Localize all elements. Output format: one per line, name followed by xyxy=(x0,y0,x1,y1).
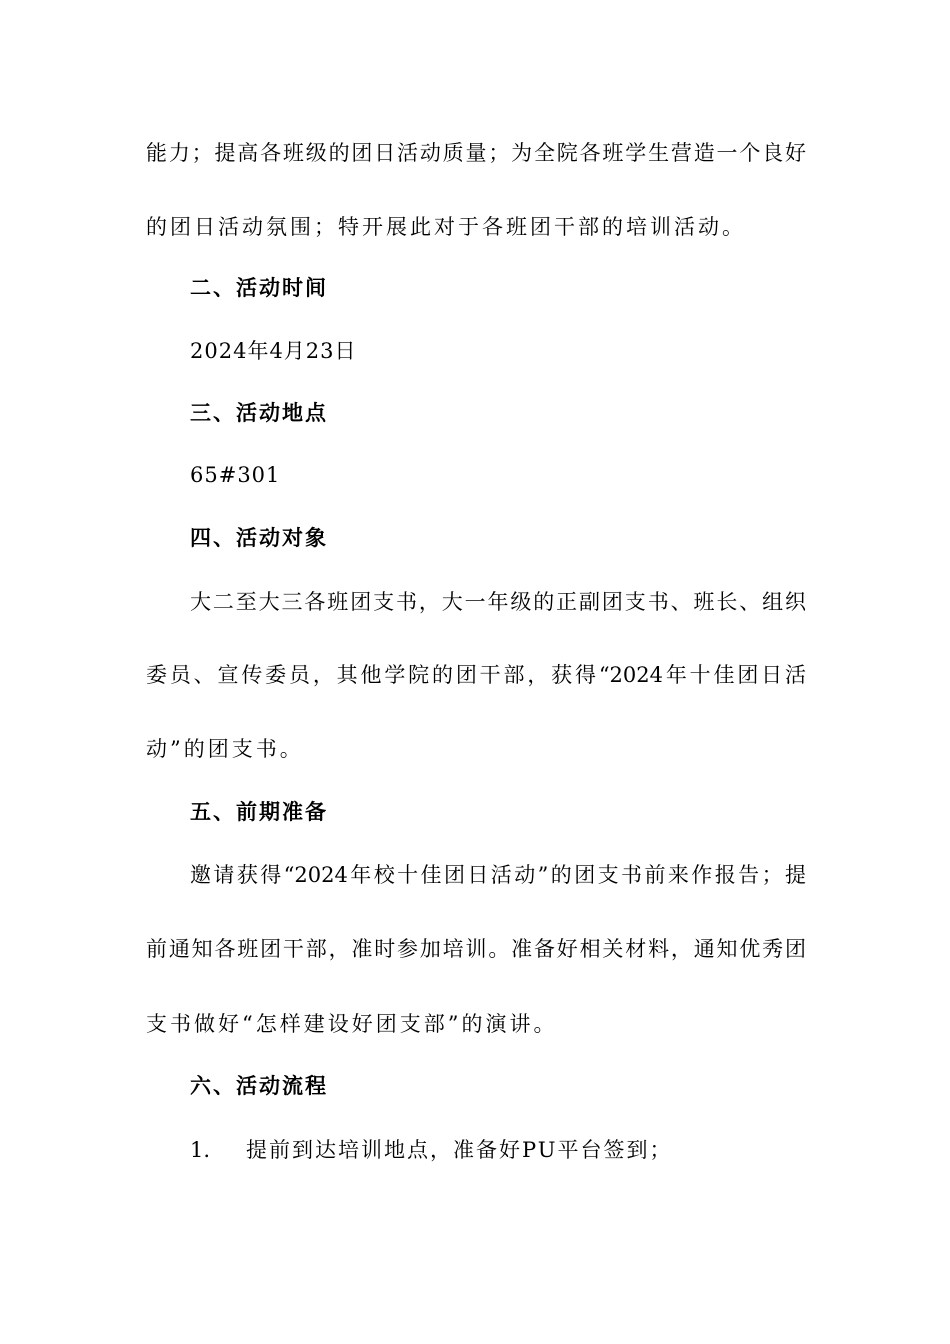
section-heading-prep: 五、前期准备 xyxy=(190,799,328,824)
audience-line-3: 动”的团支书。 xyxy=(146,737,304,761)
prep-line-3: 支书做好“怎样建设好团支部”的演讲。 xyxy=(146,1012,558,1036)
audience-line-2: 委员、宣传委员，其他学院的团干部，获得“2024年十佳团日活 xyxy=(146,663,806,687)
section-body-place: 65#301 xyxy=(190,463,281,487)
intro-line-2: 的团日活动氛围；特开展此对于各班团干部的培训活动。 xyxy=(146,215,746,239)
section-heading-place: 三、活动地点 xyxy=(190,400,328,425)
flow-item-number: 1. xyxy=(190,1138,211,1162)
prep-line-1: 邀请获得“2024年校十佳团日活动”的团支书前来作报告；提 xyxy=(190,863,806,887)
section-heading-flow: 六、活动流程 xyxy=(190,1073,328,1098)
section-heading-time: 二、活动时间 xyxy=(190,275,328,300)
flow-item-text: 提前到达培训地点，准备好PU平台签到； xyxy=(246,1138,673,1162)
prep-line-2: 前通知各班团干部，准时参加培训。准备好相关材料，通知优秀团 xyxy=(146,937,806,961)
section-body-time: 2024年4月23日 xyxy=(190,339,357,363)
audience-line-1: 大二至大三各班团支书，大一年级的正副团支书、班长、组织 xyxy=(190,590,806,614)
section-heading-audience: 四、活动对象 xyxy=(190,525,328,550)
intro-line-1: 能力；提高各班级的团日活动质量；为全院各班学生营造一个良好 xyxy=(146,141,806,165)
